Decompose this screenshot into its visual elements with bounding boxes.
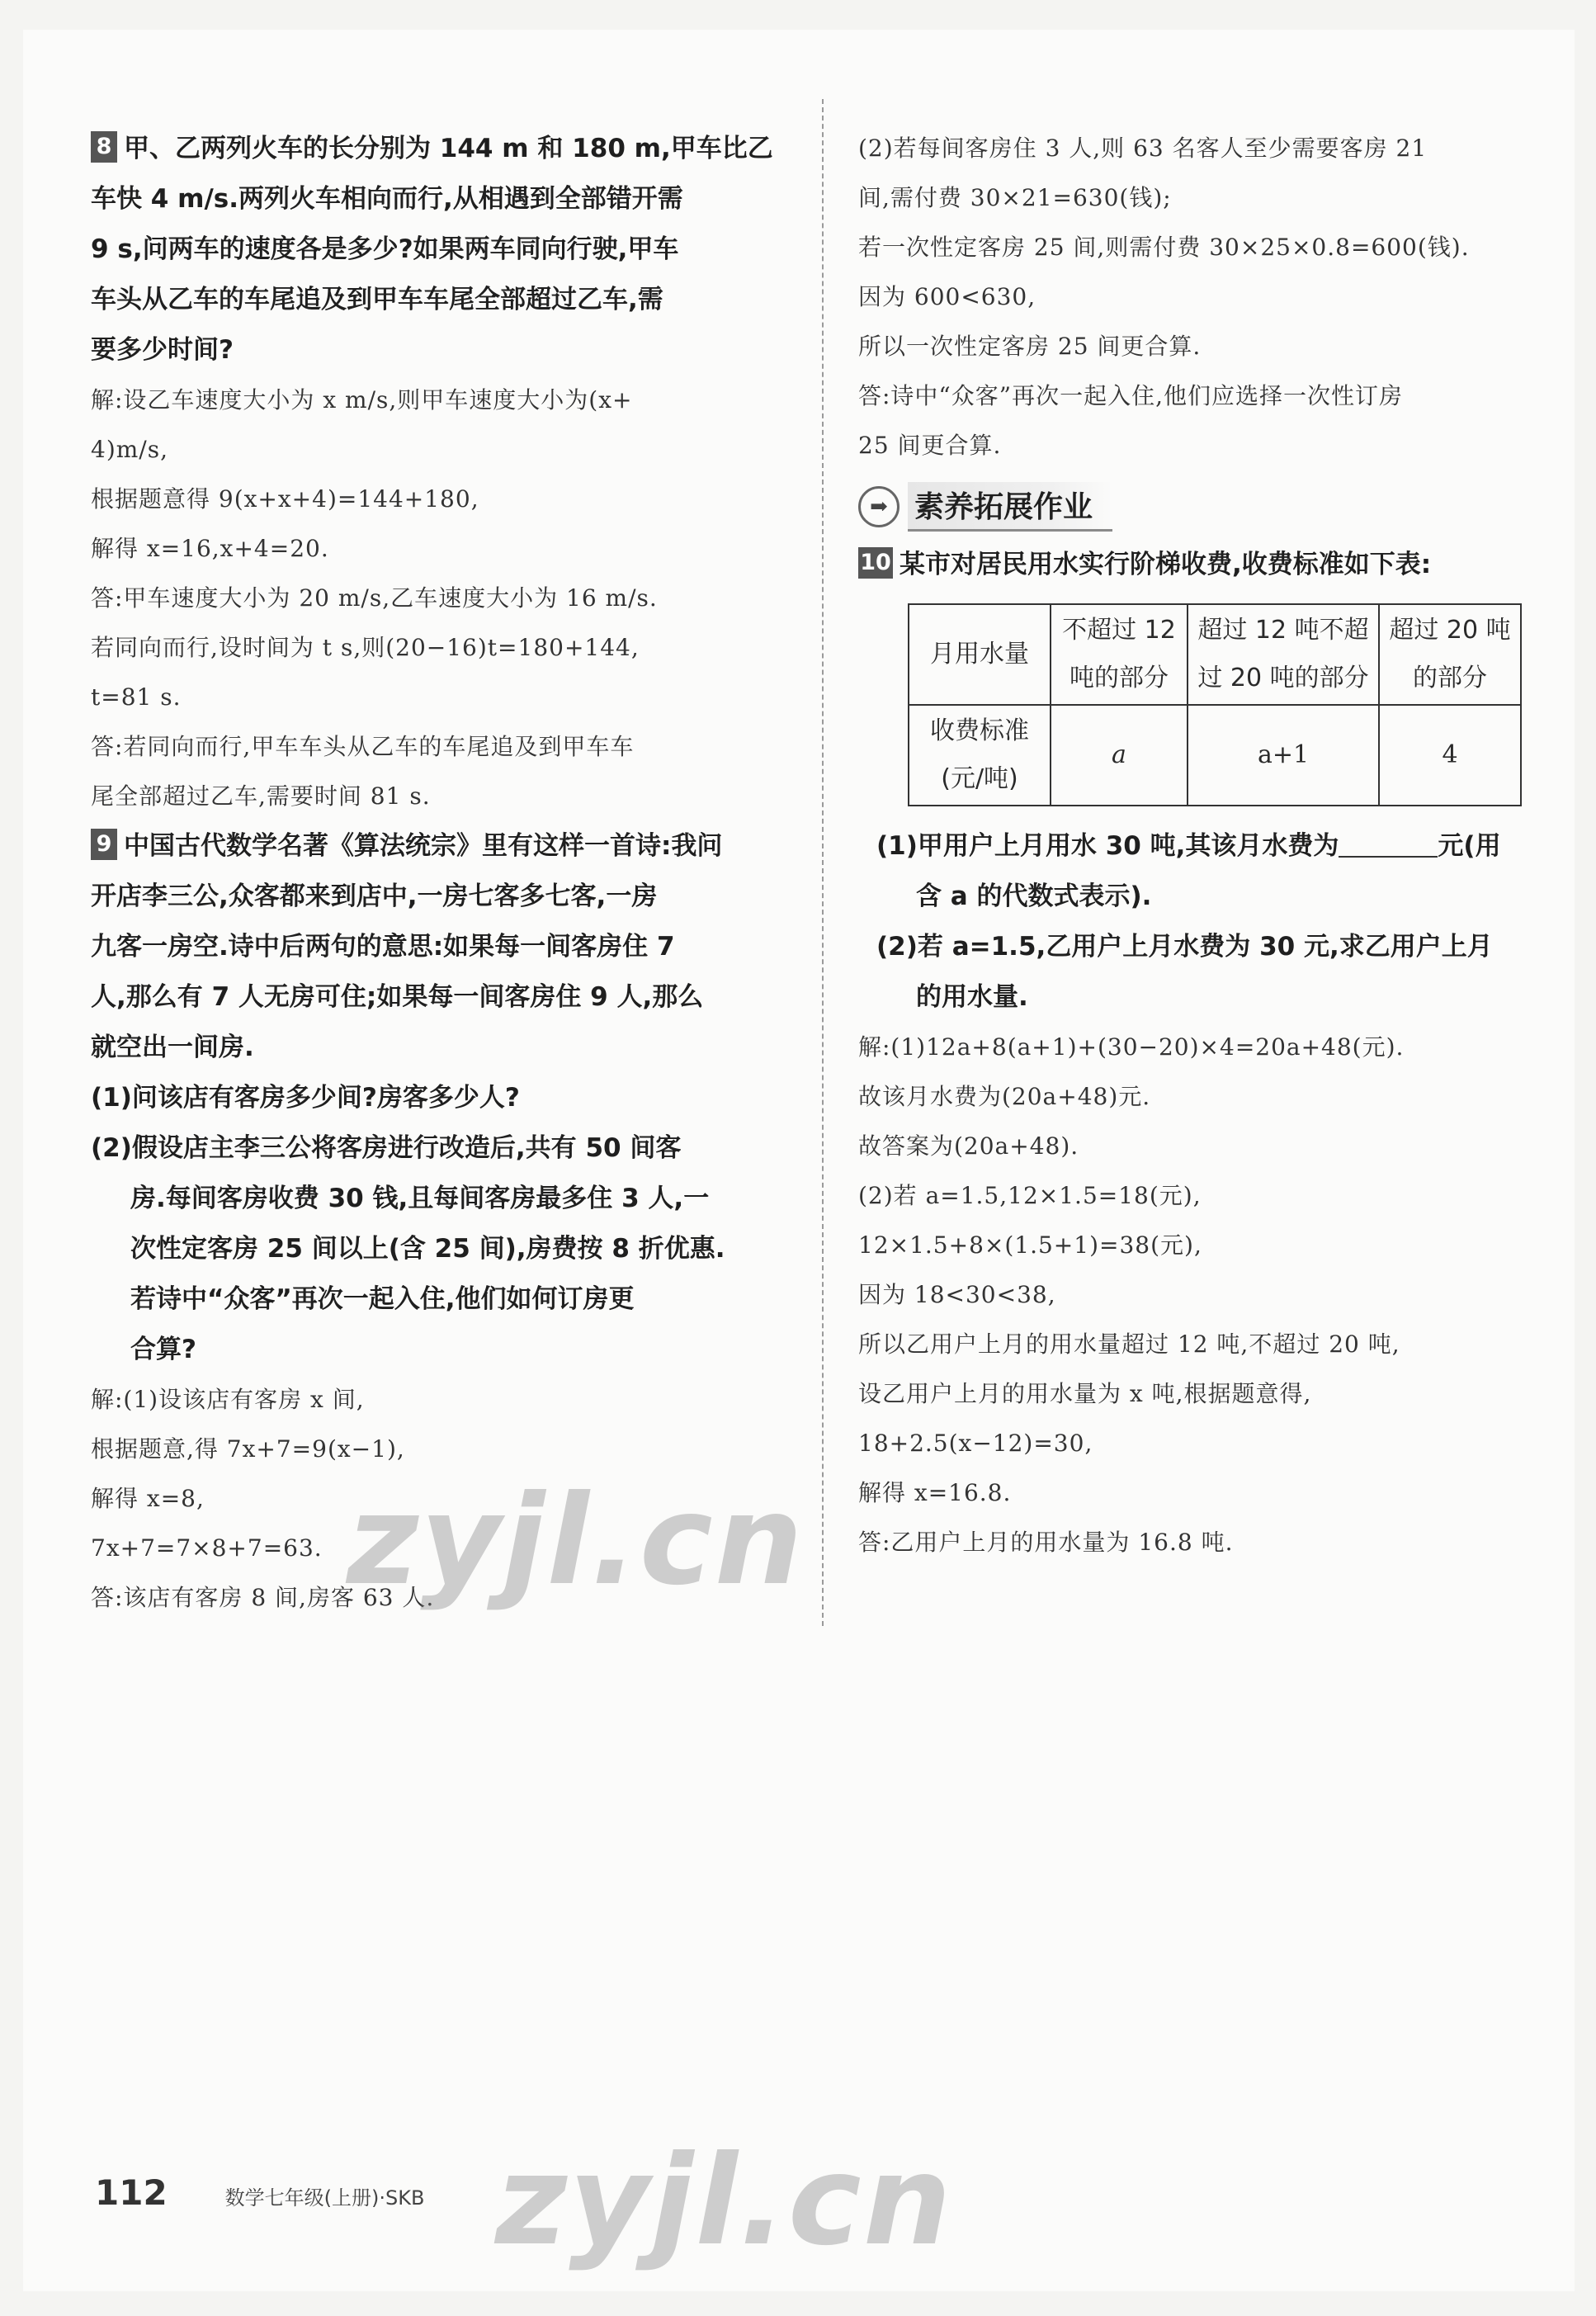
- solution-line: 所以一次性定客房 25 间更合算.: [858, 333, 1202, 360]
- sub-question-2-cont: 若诗中“众客”再次一起入住,他们如何订房更: [130, 1284, 635, 1314]
- solution-line: 答:若同向而行,甲车车头从乙车的车尾追及到甲车车: [91, 733, 635, 760]
- question-text: 开店李三公,众客都来到店中,一房七客多七客,一房: [91, 881, 658, 911]
- question-text: 车头从乙车的车尾追及到甲车车尾全部超过乙车,需: [91, 285, 663, 314]
- book-title: 数学七年级(上册)·SKB: [224, 2186, 425, 2210]
- solution-line: 若同向而行,设时间为 t s,则(20−16)t=180+144,: [91, 634, 640, 661]
- solution-line: 根据题意,得 7x+7=9(x−1),: [91, 1435, 405, 1463]
- solution-line: 7x+7=7×8+7=63.: [91, 1534, 323, 1562]
- page-number: 112: [95, 2172, 168, 2213]
- solution-line: 答:该店有客房 8 间,房客 63 人.: [91, 1584, 435, 1611]
- solution-line: 因为 600<630,: [858, 283, 1036, 310]
- solution-line: 答:乙用户上月的用水量为 16.8 吨.: [858, 1529, 1234, 1556]
- sub-question-2-cont: 次性定客房 25 间以上(含 25 间),房费按 8 折优惠.: [130, 1234, 725, 1264]
- solution-line: 根据题意得 9(x+x+4)=144+180,: [91, 485, 479, 513]
- solution-line: 故该月水费为(20a+48)元.: [858, 1083, 1151, 1110]
- solution-line: 因为 18<30<38,: [858, 1281, 1056, 1308]
- fee-table: [908, 603, 1522, 806]
- solution-line: 间,需付费 30×21=630(钱);: [858, 184, 1172, 211]
- table-cell: a: [1051, 705, 1188, 806]
- sub-question-1-cont: 含 a 的代数式表示).: [916, 881, 1152, 911]
- solution-line: 12×1.5+8×(1.5+1)=38(元),: [858, 1231, 1202, 1259]
- question-text: 要多少时间?: [91, 335, 234, 365]
- solution-line: 解得 x=8,: [91, 1485, 205, 1512]
- right-column: [858, 124, 1535, 1567]
- solution-line: 解:(1)12a+8(a+1)+(30−20)×4=20a+48(元).: [858, 1033, 1405, 1061]
- solution-line: 故答案为(20a+48).: [858, 1132, 1079, 1160]
- question-number-badge: 10: [858, 547, 893, 579]
- solution-line: 解得 x=16,x+4=20.: [91, 535, 329, 562]
- question-8: [91, 124, 800, 821]
- sub-question-2-cont: 的用水量.: [916, 982, 1028, 1012]
- table-header-cell: 超过 20 吨 的部分: [1379, 604, 1521, 705]
- solution-line: 18+2.5(x−12)=30,: [858, 1430, 1093, 1457]
- sub-question-2-cont: 房.每间客房收费 30 钱,且每间客房最多住 3 人,一: [130, 1184, 710, 1213]
- question-10: [858, 540, 1535, 1567]
- question-text: 车快 4 m/s.两列火车相向而行,从相遇到全部错开需: [91, 184, 683, 214]
- solution-line: 若一次性定客房 25 间,则需付费 30×25×0.8=600(钱).: [858, 234, 1470, 261]
- question-text: 9 s,问两车的速度各是多少?如果两车同向行驶,甲车: [91, 234, 679, 264]
- watermark: zyjl.cn: [495, 2129, 953, 2273]
- solution-line: 解:设乙车速度大小为 x m/s,则甲车速度大小为(x+: [91, 386, 633, 414]
- sub-question-2: (2)假设店主李三公将客房进行改造后,共有 50 间客: [91, 1133, 682, 1163]
- watermark: zyjl.cn: [347, 1469, 805, 1613]
- left-column: [91, 124, 800, 1623]
- section-header: [858, 482, 1535, 532]
- table-cell: 4: [1379, 705, 1521, 806]
- solution-line: 25 间更合算.: [858, 432, 1002, 459]
- question-text: 人,那么有 7 人无房可住;如果每一间客房住 9 人,那么: [91, 982, 704, 1012]
- table-cell: 收费标准 (元/吨): [909, 705, 1051, 806]
- solution-line: 答:诗中“众客”再次一起入住,他们应选择一次性订房: [858, 382, 1403, 409]
- question-text: 某市对居民用水实行阶梯收费,收费标准如下表:: [900, 550, 1432, 579]
- question-number-badge: 9: [91, 829, 117, 860]
- answer-blank: [1339, 831, 1438, 858]
- solution-line: (2)若每间客房住 3 人,则 63 名客人至少需要客房 21: [858, 135, 1428, 162]
- solution-line: 尾全部超过乙车,需要时间 81 s.: [91, 782, 431, 810]
- solution-line: t=81 s.: [91, 683, 182, 711]
- solution-line: 解得 x=16.8.: [858, 1479, 1012, 1506]
- sub-question-2: (2)若 a=1.5,乙用户上月水费为 30 元,求乙用户上月: [876, 932, 1493, 962]
- sub-question-1-unit: 元(用: [1438, 831, 1501, 861]
- table-row: [909, 705, 1521, 806]
- solution-line: 所以乙用户上月的用水量超过 12 吨,不超过 20 吨,: [858, 1331, 1400, 1358]
- question-text: 中国古代数学名著《算法统宗》里有这样一首诗:我问: [124, 831, 723, 861]
- arrow-right-icon: ➡: [858, 486, 900, 527]
- solution-line: (2)若 a=1.5,12×1.5=18(元),: [858, 1182, 1202, 1209]
- solution-line: 答:甲车速度大小为 20 m/s,乙车速度大小为 16 m/s.: [91, 584, 658, 612]
- sub-question-1: (1)甲用户上月用水 30 吨,其该月水费为: [876, 831, 1339, 861]
- column-divider: [822, 99, 824, 1626]
- table-header-cell: 超过 12 吨不超 过 20 吨的部分: [1188, 604, 1379, 705]
- sub-question-2-cont: 合算?: [130, 1335, 196, 1364]
- solution-line: 解:(1)设该店有客房 x 间,: [91, 1386, 365, 1413]
- question-number-badge: 8: [91, 131, 117, 163]
- page-footer: [95, 2172, 424, 2213]
- solution-line: 4)m/s,: [91, 436, 168, 463]
- section-title: 素养拓展作业: [908, 482, 1112, 532]
- solution-line: 设乙用户上月的用水量为 x 吨,根据题意得,: [858, 1380, 1312, 1407]
- table-header-cell: 不超过 12 吨的部分: [1051, 604, 1188, 705]
- table-cell: a+1: [1188, 705, 1379, 806]
- question-text: 甲、乙两列火车的长分别为 144 m 和 180 m,甲车比乙: [124, 134, 773, 163]
- table-header-cell: 月用水量: [909, 604, 1051, 705]
- table-row: [909, 604, 1521, 705]
- sub-question-1: (1)问该店有客房多少间?房客多少人?: [91, 1083, 520, 1113]
- question-text: 就空出一间房.: [91, 1033, 254, 1062]
- question-text: 九客一房空.诗中后两句的意思:如果每一间客房住 7: [91, 932, 675, 962]
